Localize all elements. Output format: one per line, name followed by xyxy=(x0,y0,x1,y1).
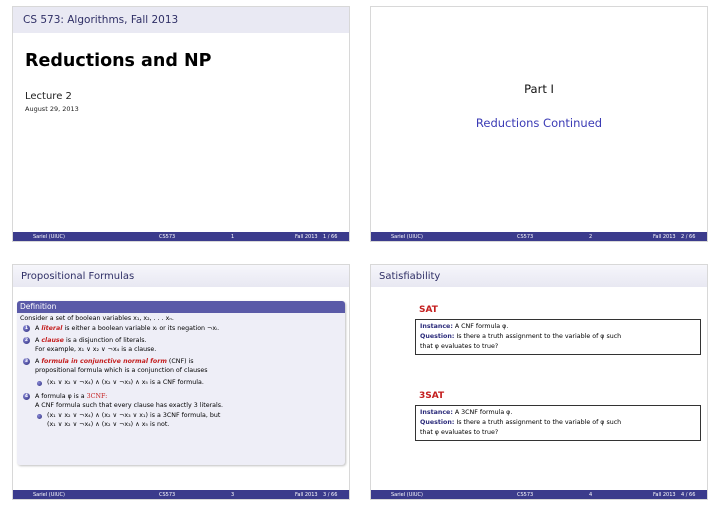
cnf-line-2: propositional formula which is a conjunction of clauses xyxy=(35,367,208,374)
lecture-date: August 29, 2013 xyxy=(25,105,79,113)
slide-footer xyxy=(371,232,707,241)
item-clause xyxy=(35,337,147,345)
item-3cnf xyxy=(35,393,107,401)
footer-author: Sariel (UIUC) xyxy=(33,491,65,498)
question-label: Question: xyxy=(420,419,455,426)
frame-title-text: Satisfiability xyxy=(379,271,441,282)
sat-heading: SAT xyxy=(419,305,438,315)
question-text: Is there a truth assignment to the variable of φ such xyxy=(454,419,622,426)
sub-bullet-icon xyxy=(37,414,42,419)
item-cnf xyxy=(35,358,194,366)
footer-course: CS573 xyxy=(517,233,534,240)
definition-block xyxy=(17,301,345,465)
instance-text: A CNF formula φ. xyxy=(452,323,509,330)
item-text: A formula φ is a xyxy=(35,393,87,400)
lecture-title: Reductions and NP xyxy=(25,51,212,71)
slide-4 xyxy=(370,264,708,500)
footer-author: Sariel (UIUC) xyxy=(33,233,65,240)
slide-1-header xyxy=(13,7,349,33)
lecture-number: Lecture 2 xyxy=(25,91,72,102)
enum-bullet-icon: 1 xyxy=(24,326,29,331)
3cnf-example-1: (x₁ ∨ x₂ ∨ ¬x₄) ∧ (x₂ ∨ ¬x₃ ∨ x₁) is a 3CNF formula, but xyxy=(47,412,221,419)
3sat-question-2: that φ evaluates to true? xyxy=(420,429,499,436)
footer-page: 2 / 66 xyxy=(681,233,696,240)
definition-label: Definition xyxy=(20,302,57,311)
footer-date: Fall 2013 xyxy=(295,491,318,498)
definition-block-header xyxy=(17,301,345,313)
item-text: A xyxy=(35,337,42,344)
part-title: Part I xyxy=(524,82,554,96)
frame-title xyxy=(371,265,707,287)
part-subtitle: Reductions Continued xyxy=(475,116,603,130)
enum-bullet-icon: 4 xyxy=(24,394,29,399)
item-text: (CNF) is xyxy=(166,358,194,365)
slide-footer xyxy=(13,490,349,499)
sat-question-2: that φ evaluates to true? xyxy=(420,343,499,350)
footer-date: Fall 2013 xyxy=(653,491,676,498)
term-clause: clause xyxy=(41,337,64,344)
term-3cnf: 3CNF: xyxy=(86,393,108,400)
3sat-question xyxy=(420,419,621,427)
footer-page: 4 / 66 xyxy=(681,491,696,498)
slide-3 xyxy=(12,264,350,500)
footer-slide-number: 4 xyxy=(589,491,593,498)
slide-footer xyxy=(371,490,707,499)
cnf-example: (x₁ ∨ x₂ ∨ ¬x₄) ∧ (x₂ ∨ ¬x₃) ∧ x₅ is a CNF formula. xyxy=(47,379,204,386)
term-literal: literal xyxy=(41,325,63,332)
slide-footer xyxy=(13,232,349,241)
sat-instance xyxy=(420,323,508,331)
course-title: CS 573: Algorithms, Fall 2013 xyxy=(23,14,179,26)
footer-course: CS573 xyxy=(517,491,534,498)
sub-bullet-icon xyxy=(37,381,42,386)
term-cnf: formula in conjunctive normal form xyxy=(41,358,167,365)
sat-question xyxy=(420,333,621,341)
3sat-heading: 3SAT xyxy=(419,391,445,401)
footer-author: Sariel (UIUC) xyxy=(391,233,423,240)
item-text: is a disjunction of literals. xyxy=(63,337,147,344)
clause-example: For example, x₁ ∨ x₂ ∨ ¬x₄ is a clause. xyxy=(35,346,157,353)
instance-text: A 3CNF formula φ. xyxy=(452,409,513,416)
question-label: Question: xyxy=(420,333,455,340)
item-literal xyxy=(35,325,219,333)
enum-bullet-icon: 2 xyxy=(24,338,29,343)
question-text: Is there a truth assignment to the variable of φ such xyxy=(454,333,622,340)
3sat-problem-box xyxy=(415,405,701,441)
instance-label: Instance: xyxy=(420,409,453,416)
3cnf-line-2: A CNF formula such that every clause has exactly 3 literals. xyxy=(35,402,224,409)
footer-date: Fall 2013 xyxy=(653,233,676,240)
instance-label: Instance: xyxy=(420,323,453,330)
item-text: is either a boolean variable xᵢ or its negation ¬xᵢ. xyxy=(62,325,220,332)
definition-intro: Consider a set of boolean variables x₁, x₂, . . . xₙ. xyxy=(20,315,174,322)
footer-slide-number: 1 xyxy=(231,233,235,240)
item-text: A xyxy=(35,358,42,365)
footer-slide-number: 2 xyxy=(589,233,593,240)
footer-slide-number: 3 xyxy=(231,491,235,498)
enum-bullet-icon: 3 xyxy=(24,359,29,364)
footer-course: CS573 xyxy=(159,233,176,240)
frame-title-text: Propositional Formulas xyxy=(21,271,135,282)
slide-1 xyxy=(12,6,350,242)
footer-page: 1 / 66 xyxy=(323,233,338,240)
sat-problem-box xyxy=(415,319,701,355)
slide-2 xyxy=(370,6,708,242)
3cnf-example-2: (x₁ ∨ x₂ ∨ ¬x₄) ∧ (x₂ ∨ ¬x₃) ∧ x₅ is not. xyxy=(47,421,170,428)
footer-date: Fall 2013 xyxy=(295,233,318,240)
frame-title xyxy=(13,265,349,287)
footer-author: Sariel (UIUC) xyxy=(391,491,423,498)
3sat-instance xyxy=(420,409,512,417)
footer-page: 3 / 66 xyxy=(323,491,338,498)
footer-course: CS573 xyxy=(159,491,176,498)
item-text: A xyxy=(35,325,42,332)
